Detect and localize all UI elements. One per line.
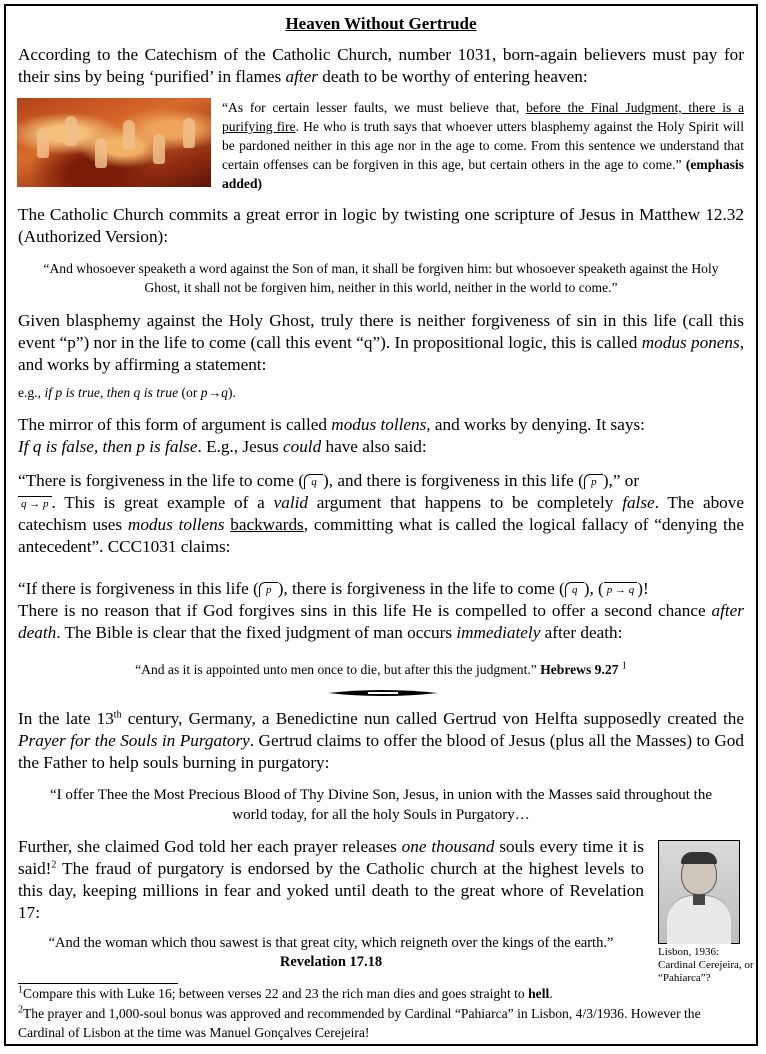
purgatory-flames-image <box>17 98 211 187</box>
modus-ponens-paragraph: Given blasphemy against the Holy Ghost, truly there is neither forgiveness of sin in this life (call this event “p”) nor in the life to come (call this event “q”). In propositional logic, this is called modus ponens, and works by affirming a statement: <box>18 311 744 374</box>
page-title: Heaven Without Gertrude <box>285 14 477 33</box>
cardinal-portrait-photo <box>658 840 740 944</box>
modus-tollens-paragraph: The mirror of this form of argument is called modus tollens, and works by denying. It says: If q is false, then p is false. E.g., Jesus could have also said: <box>18 415 645 456</box>
portrait-caption: Lisbon, 1936: Cardinal Cerejeira, or “Pahiarca”? <box>658 946 754 984</box>
thousand-souls-paragraph: Further, she claimed God told her each prayer releases one thousand souls every time it is said!$^2$ The fraud of purgatory is endorsed by the Catholic church at the highest levels to this day, keeping millions in fear and yoked until death to the great whore of Revelation 17: <box>18 837 644 922</box>
page-frame <box>4 4 758 1046</box>
catechism-quote: “As for certain lesser faults, we must believe that, before the Final Judgment, there is a purifying fire. He who is truth says that whoever utters blasphemy against the Holy Spirit will be pardoned neither in this age nor in the age to come. From this sentence we understand that certain offenses can be forgiven in this age, but certain others in the age to come.” (emphasis added) <box>222 100 744 191</box>
hebrews-quote: “And as it is appointed unto men once to die, but after this the judgment.” Hebrews 9.27 $^1$ <box>135 660 627 677</box>
footnote-1: $^1$Compare this with Luke 16; between verses 22 and 23 the rich man dies and goes straight to hell. <box>18 984 553 1001</box>
revelation-quote: “And the woman which thou sawest is that great city, which reigneth over the kings of the earth.” Revelation 17.18 <box>48 935 614 970</box>
counter-example-paragraph: “There is forgiveness in the life to come ( q ), and there is forgiveness in this life ( p ),” or q → p . This is great example of a valid argument that happens to be completely false. The above catechism uses modus tollens backwards, committing what is called the logical fallacy of “denying the antecedent”. CCC1031 claims: <box>18 471 744 556</box>
example-line: e.g., if p is true, then q is true (or p→q). <box>18 385 236 400</box>
gertrude-paragraph: In the late 13th century, Germany, a Benedictine nun called Gertrud von Helfta supposedly created the Prayer for the Souls in Purgatory. Gertrud claims to offer the blood of Jesus (plus all the Masses) to God the Father to help souls burning in purgatory: <box>18 709 744 772</box>
prayer-quote: “I offer Thee the Most Precious Blood of Thy Divine Son, Jesus, in union with the Masses said throughout the world today, for all the holy Souls in Purgatory… <box>49 787 712 823</box>
matthew-quote: “And whosoever speaketh a word against the Son of man, it shall be forgiven him: but whosoever speaketh against the Holy Ghost, it shall not be forgiven him, neither in this world, neither in the world to come.” <box>43 261 719 295</box>
footnote-2: $^2$The prayer and 1,000-soul bonus was approved and recommended by Cardinal “Pahiarca” in Lisbon, 4/3/1936. However the Cardinal of Lisbon at the time was Manuel Gonçalves Cerejeira! <box>18 1004 701 1040</box>
logic-error-paragraph: The Catholic Church commits a great error in logic by twisting one scripture of Jesus in Matthew 12.32 (Authorized Version): <box>18 205 744 246</box>
ccc-claim-paragraph: “If there is forgiveness in this life ( p ), there is forgiveness in the life to come ( q ), ( p → q )! There is no reason that if God forgives sins in this life He is compelled to offer a second chance after death. The Bible is clear that the fixed judgment of man occurs immediately after death: <box>18 579 744 642</box>
ornamental-divider <box>328 688 438 698</box>
intro-paragraph: According to the Catechism of the Catholic Church, number 1031, born-again believers must pay for their sins by being ‘purified’ in flames after death to be worthy of entering heaven: <box>18 45 744 86</box>
